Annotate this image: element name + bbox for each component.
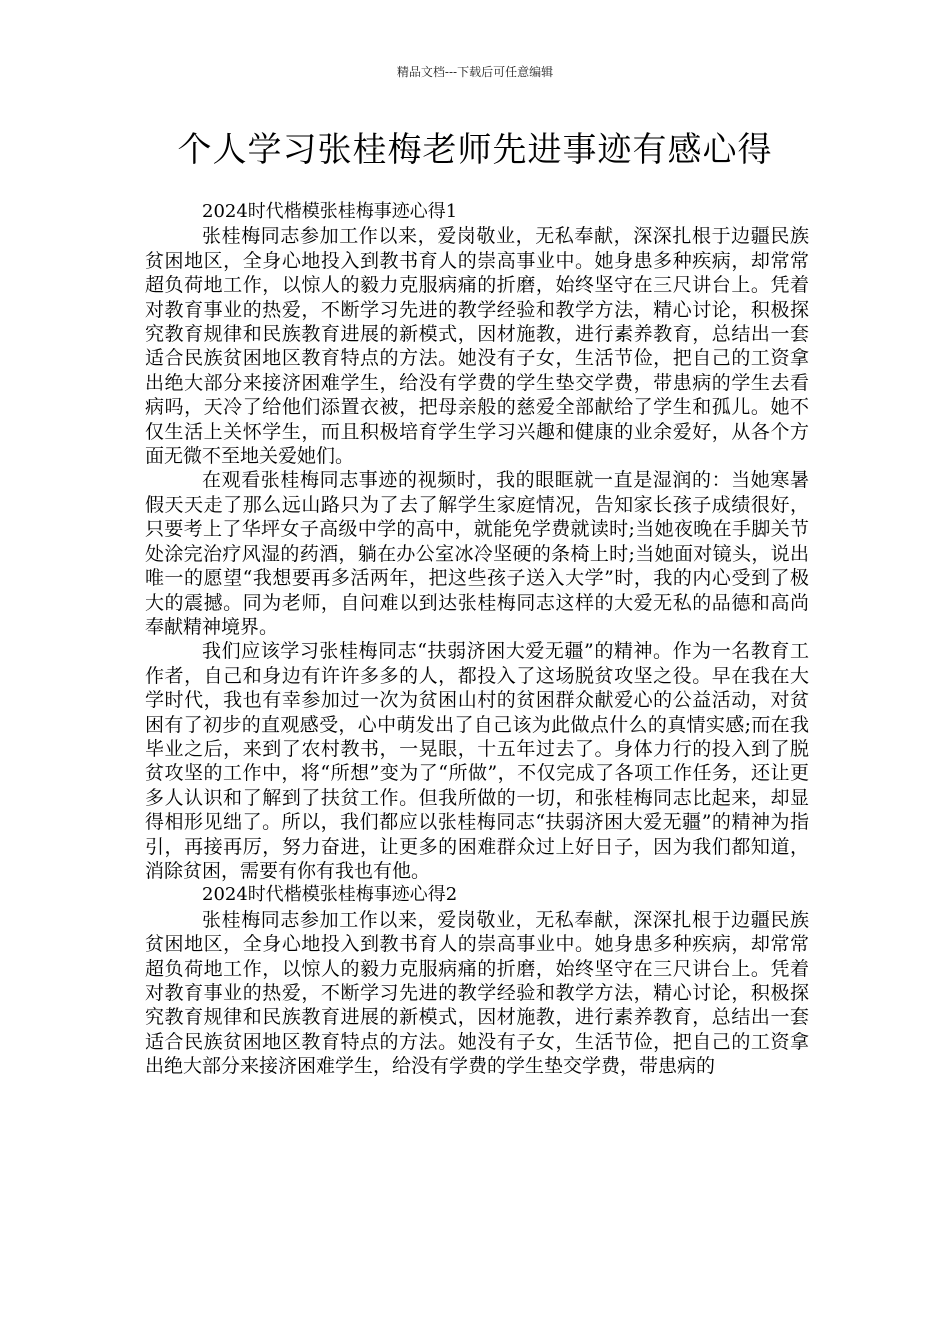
section-1-paragraph-1: 张桂梅同志参加工作以来，爱岗敬业，无私奉献，深深扎根于边疆民族贫困地区，全身心地投入到教书育人的崇高事业中。她身患多种疾病，却常常超负荷地工作，以惊人的毅力克服病痛的折磨，始终坚守在三尺讲台上。凭着对教育事业的热爱，不断学习先进的教学经验和教学方法，精心讨论，积极探究教育规律和民族教育进展的新模式，因材施教，进行素养教育，总结出一套适合民族贫困地区教育特点的方法。她没有子女，生活节俭，把自己的工资拿出绝大部分来接济困难学生，给没有学费的学生垫交学费，带患病的学生去看病吗，天冷了给他们添置衣被，把母亲般的慈爱全部献给了学生和孤儿。她不仅生活上关怀学生，而且积极培育学生学习兴趣和健康的业余爱好，从各个方面无微不至地关爱她们。 [145, 225, 809, 468]
section-heading-2: 2024时代楷模张桂梅事迹心得2 [202, 884, 458, 906]
section-1-paragraph-2: 在观看张桂梅同志事迹的视频时，我的眼眶就一直是湿润的：当她寒暑假天天走了那么远山路只为了去了解学生家庭情况，告知家长孩子成绩很好，只要考上了华坪女子高级中学的高中，就能免学费就读时;当她夜晚在手脚关节处涂完治疗风湿的药酒，躺在办公室冰冷坚硬的条椅上时;当她面对镜头，说出唯一的愿望“我想要再多活两年，把这些孩子送入大学”时，我的内心受到了极大的震撼。同为老师，自问难以到达张桂梅同志这样的大爱无私的品德和高尚奉献精神境界。 [145, 469, 809, 638]
section-heading-1: 2024时代楷模张桂梅事迹心得1 [202, 201, 458, 222]
document-body [145, 200, 809, 1079]
section-2-paragraph-1: 张桂梅同志参加工作以来，爱岗敬业，无私奉献，深深扎根于边疆民族贫困地区，全身心地投入到教书育人的崇高事业中。她身患多种疾病，却常常超负荷地工作，以惊人的毅力克服病痛的折磨，始终坚守在三尺讲台上。凭着对教育事业的热爱，不断学习先进的教学经验和教学方法，精心讨论，积极探究教育规律和民族教育进展的新模式，因材施教，进行素养教育，总结出一套适合民族贫困地区教育特点的方法。她没有子女，生活节俭，把自己的工资拿出绝大部分来接济困难学生，给没有学费的学生垫交学费，带患病的 [145, 908, 809, 1078]
document-title: 个人学习张桂梅老师先进事迹有感心得 [177, 130, 773, 170]
section-1-paragraph-3: 我们应该学习张桂梅同志“扶弱济困大爱无疆”的精神。作为一名教育工作者，自己和身边有许许多多的人，都投入了这场脱贫攻坚之役。早在我在大学时代，我也有幸参加过一次为贫困山村的贫困群众献爱心的公益活动，对贫困有了初步的直观感受，心中萌发出了自己该为此做点什么的真情实感;而在我毕业之后，来到了农村教书，一晃眼，十五年过去了。身体力行的投入到了脱贫攻坚的工作中，将“所想”变为了“所做”，不仅完成了各项工作任务，还让更多人认识和了解到了扶贫工作。但我所做的一切，和张桂梅同志比起来，却显得相形见绌了。所以，我们都应以张桂梅同志“扶弱济困大爱无疆”的精神为指引，再接再厉，努力奋进，让更多的困难群众过上好日子，因为我们都知道，消除贫困，需要有你有我也有他。 [145, 640, 809, 882]
header-note: 精品文档---下载后可任意编辑 [396, 65, 554, 79]
